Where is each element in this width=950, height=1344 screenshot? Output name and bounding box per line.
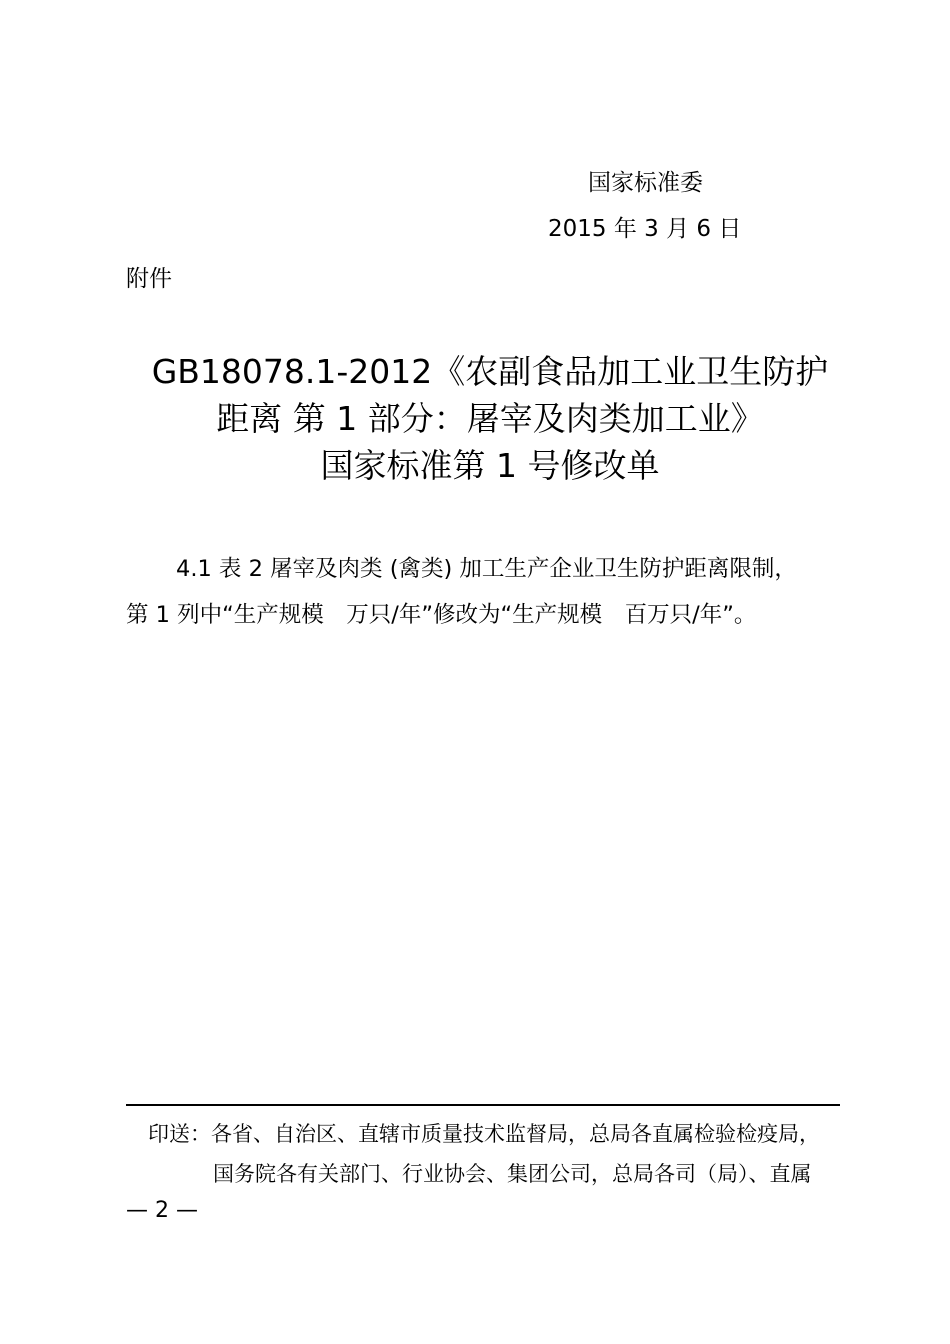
title-line-3: 国家标准第 1 号修改单	[320, 446, 660, 485]
distribution-line-1: 印送：各省、自治区、直辖市质量技术监督局，总局各直属检验检疫局，	[148, 1122, 820, 1146]
document-title	[110, 348, 870, 489]
issuer-name: 国家标准委	[588, 170, 703, 196]
distribution-line-2: 国务院各有关部门、行业协会、集团公司，总局各司（局）、直属	[213, 1162, 812, 1186]
attachment-label: 附件	[126, 266, 172, 292]
page-number: — 2 —	[126, 1198, 198, 1223]
footer-divider	[126, 1104, 840, 1106]
title-line-2: 距离 第 1 部分：屠宰及肉类加工业》	[216, 399, 764, 438]
distribution-list	[126, 1114, 846, 1194]
title-line-1: GB18078.1-2012《农副食品加工业卫生防护	[151, 352, 829, 391]
body-line-1: 4.1 表 2 屠宰及肉类 (禽类) 加工生产企业卫生防护距离限制，	[176, 556, 797, 582]
body-line-2: 第 1 列中“生产规模 万只/年”修改为“生产规模 百万只/年”。	[126, 602, 757, 628]
issue-date: 2015 年 3 月 6 日	[548, 216, 742, 242]
amendment-body	[126, 546, 846, 638]
